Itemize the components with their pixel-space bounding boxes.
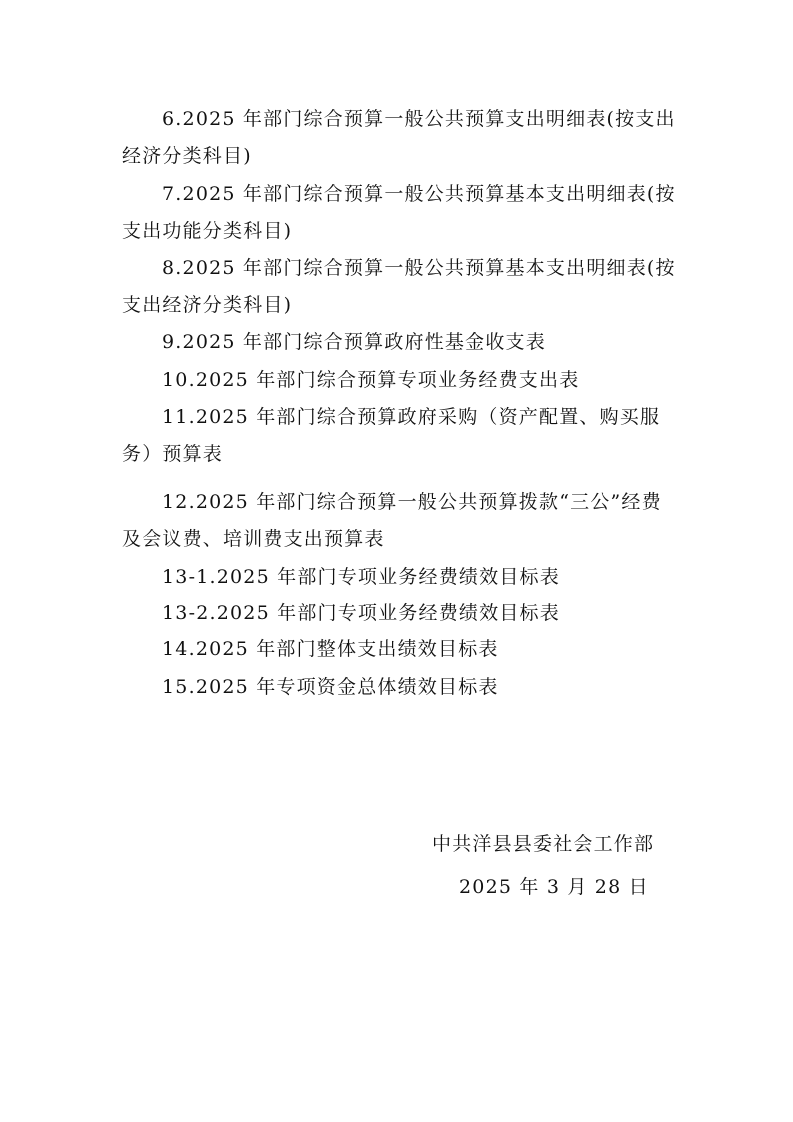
attachment-item-14: 14.2025 年部门整体支出绩效目标表 <box>162 638 499 660</box>
attachment-item-10: 10.2025 年部门综合预算专项业务经费支出表 <box>162 369 580 391</box>
attachment-item-11: 11.2025 年部门综合预算政府采购（资产配置、购买服务）预算表 <box>122 406 661 465</box>
signature-date: 2025 年 3 月 28 日 <box>459 876 649 898</box>
attachment-item-6: 6.2025 年部门综合预算一般公共预算支出明细表(按支出经济分类科目) <box>122 108 676 167</box>
attachment-item-7: 7.2025 年部门综合预算一般公共预算基本支出明细表(按支出功能分类科目) <box>122 183 676 242</box>
attachment-item-8: 8.2025 年部门综合预算一般公共预算基本支出明细表(按支出经济分类科目) <box>122 257 676 316</box>
attachment-item-15: 15.2025 年专项资金总体绩效目标表 <box>162 676 499 698</box>
signature-organization: 中共洋县县委社会工作部 <box>432 833 655 855</box>
attachment-item-13-1: 13-1.2025 年部门专项业务经费绩效目标表 <box>162 566 560 588</box>
attachment-item-13-2: 13-2.2025 年部门专项业务经费绩效目标表 <box>162 602 560 624</box>
attachment-item-12: 12.2025 年部门综合预算一般公共预算拨款“三公”经费及会议费、培训费支出预算表 <box>122 491 662 550</box>
attachment-item-9: 9.2025 年部门综合预算政府性基金收支表 <box>162 331 546 353</box>
